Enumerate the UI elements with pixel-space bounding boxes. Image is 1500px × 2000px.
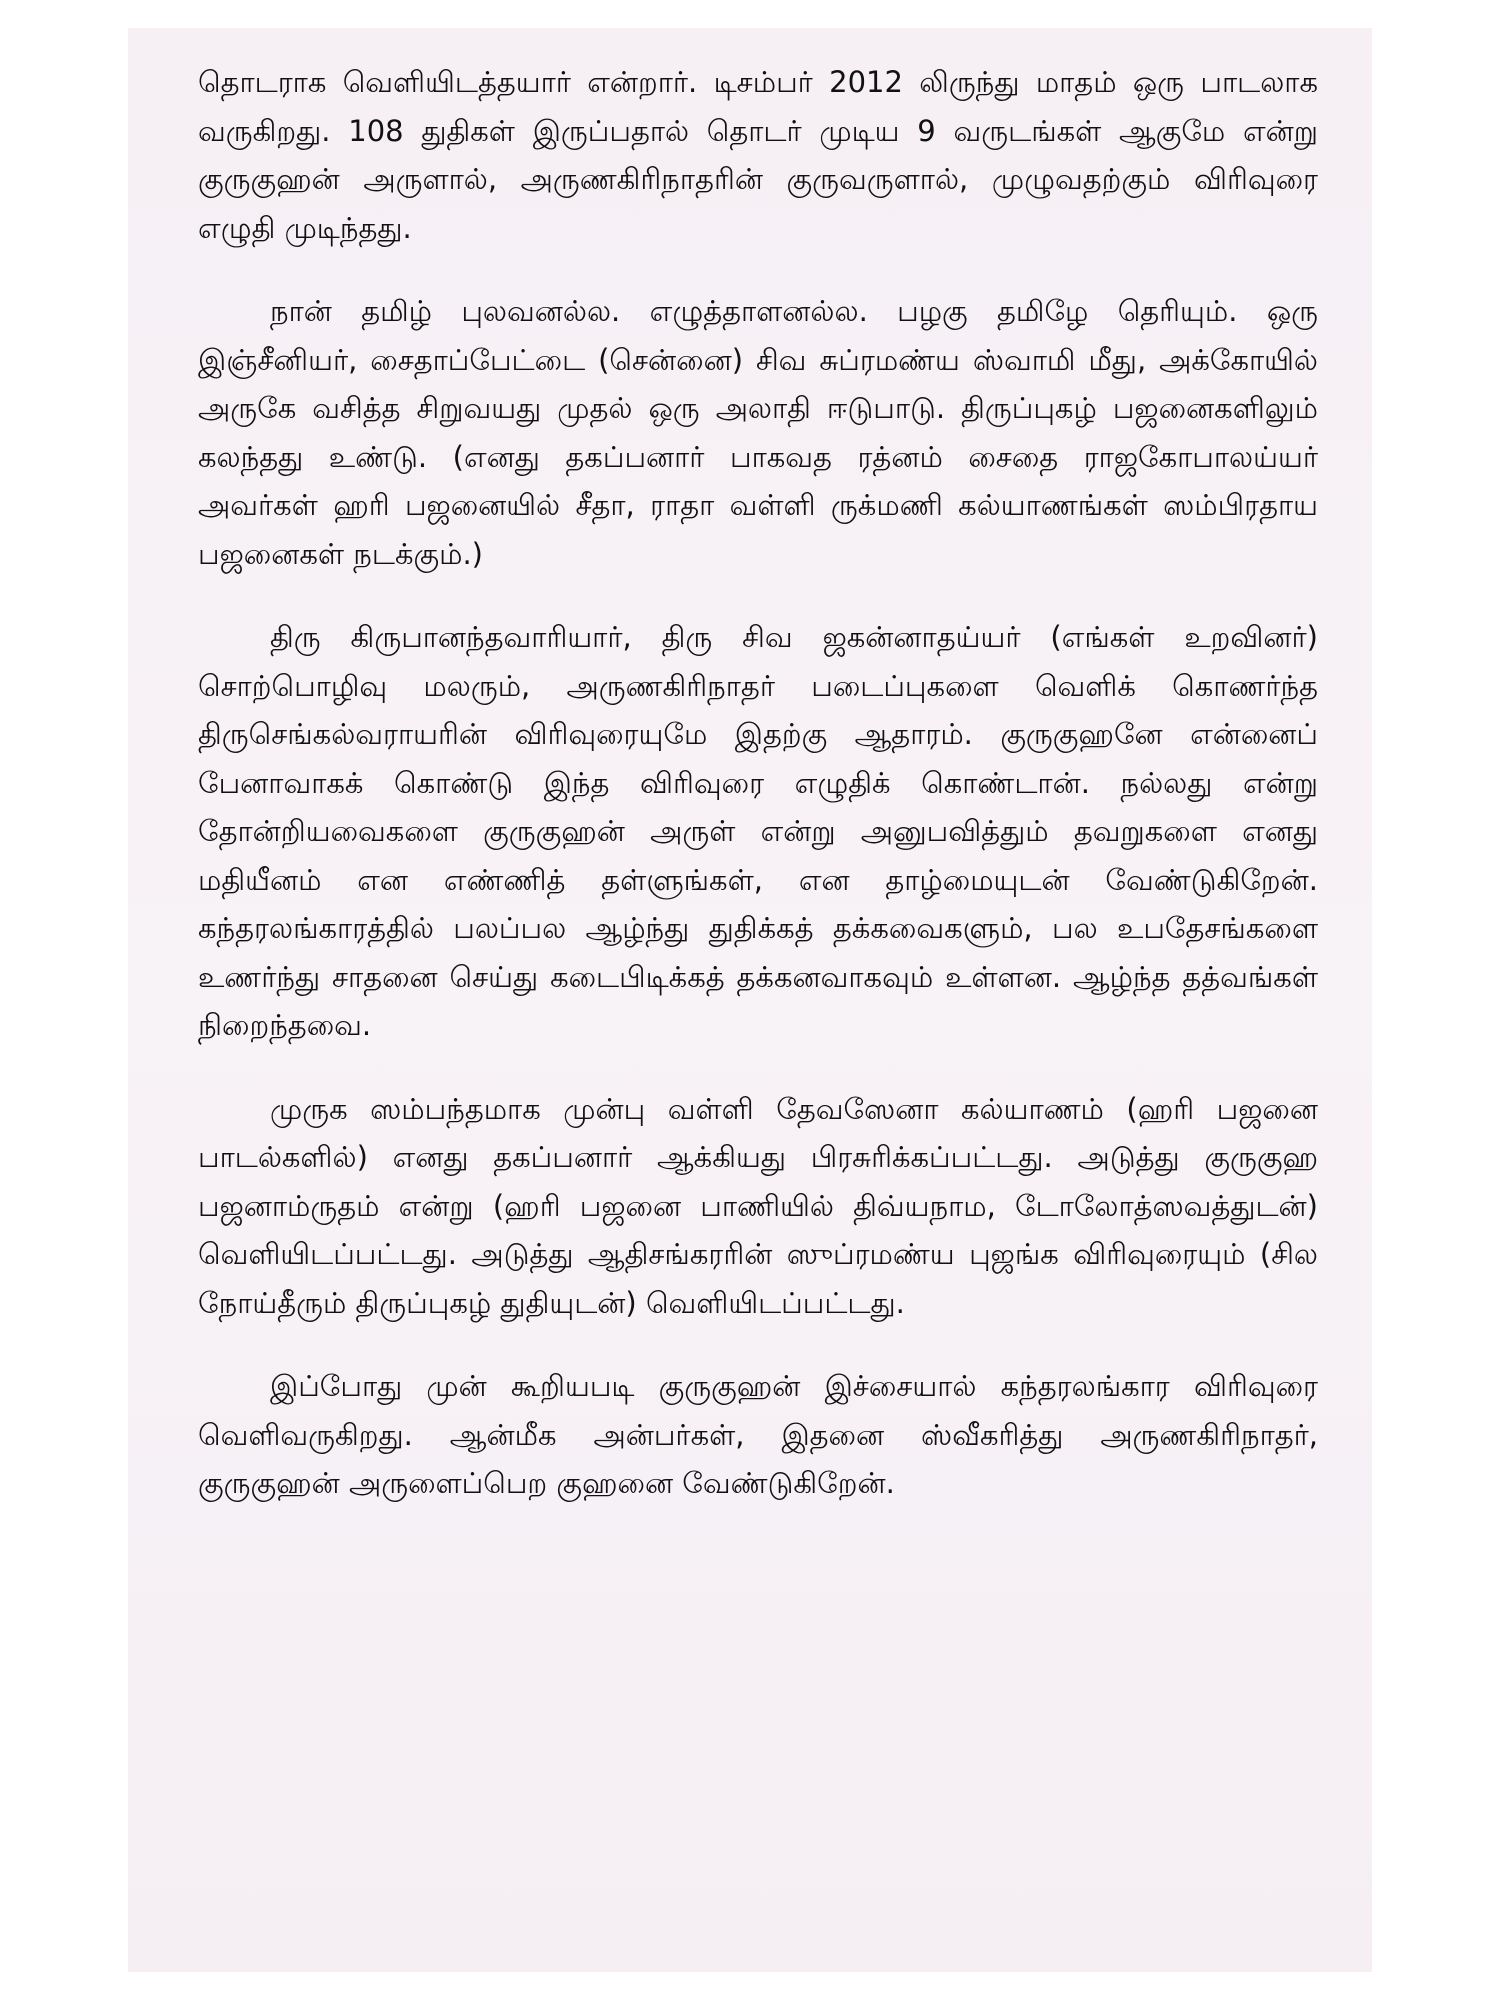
paragraph-1: தொடராக வெளியிடத்தயார் என்றார். டிசம்பர் 2012 லிருந்து மாதம் ஒரு பாடலாக வருகிறது. 108 துதிகள் இருப்பதால் தொடர் முடிய 9 வருடங்கள் ஆகுமே என்று குருகுஹன் அருளால், அருணகிரிநாதரின் குருவருளால், முழுவதற்கும் விரிவுரை எழுதி முடிந்தது. [198, 65, 1318, 245]
paragraph-2: நான் தமிழ் புலவனல்ல. எழுத்தாளனல்ல. பழகு தமிழே தெரியும். ஒரு இஞ்சீனியர், சைதாப்பேட்டை (சென்னை) சிவ சுப்ரமண்ய ஸ்வாமி மீது, அக்கோயில் அருகே வசித்த சிறுவயது முதல் ஒரு அலாதி ஈடுபாடு. திருப்புகழ் பஜனைகளிலும் கலந்தது உண்டு. (எனது தகப்பனார் பாகவத ரத்னம் சைதை ராஜகோபாலய்யர் அவர்கள் ஹரி பஜனையில் சீதா, ராதா வள்ளி ருக்மணி கல்யாணங்கள் ஸம்பிரதாய பஜனைகள் நடக்கும்.) [198, 294, 1318, 571]
document-page [128, 28, 1372, 1972]
body-text [198, 58, 1318, 1543]
paragraph-5: இப்போது முன் கூறியபடி குருகுஹன் இச்சையால் கந்தரலங்கார விரிவுரை வெளிவருகிறது. ஆன்மீக அன்பர்கள், இதனை ஸ்வீகரித்து அருணகிரிநாதர், குருகுஹன் அருளைப்பெற குஹனை வேண்டுகிறேன். [198, 1369, 1318, 1500]
paragraph-3: திரு கிருபானந்தவாரியார், திரு சிவ ஜகன்னாதய்யர் (எங்கள் உறவினர்) சொற்பொழிவு மலரும், அருணகிரிநாதர் படைப்புகளை வெளிக் கொணர்ந்த திருசெங்கல்வராயரின் விரிவுரையுமே இதற்கு ஆதாரம். குருகுஹனே என்னைப் பேனாவாகக் கொண்டு இந்த விரிவுரை எழுதிக் கொண்டான். நல்லது என்று தோன்றியவைகளை குருகுஹன் அருள் என்று அனுபவித்தும் தவறுகளை எனது மதியீனம் என எண்ணித் தள்ளுங்கள், என தாழ்மையுடன் வேண்டுகிறேன். கந்தரலங்காரத்தில் பலப்பல ஆழ்ந்து துதிக்கத் தக்கவைகளும், பல உபதேசங்களை உணர்ந்து சாதனை செய்து கடைபிடிக்கத் தக்கனவாகவும் உள்ளன. ஆழ்ந்த தத்வங்கள் நிறைந்தவை. [198, 620, 1318, 1042]
corner-mark [1348, 38, 1360, 50]
paragraph-4: முருக ஸம்பந்தமாக முன்பு வள்ளி தேவஸேனா கல்யாணம் (ஹரி பஜனை பாடல்களில்) எனது தகப்பனார் ஆக்கியது பிரசுரிக்கப்பட்டது. அடுத்து குருகுஹ பஜனாம்ருதம் என்று (ஹரி பஜனை பாணியில் திவ்யநாம, டோலோத்ஸவத்துடன்) வெளியிடப்பட்டது. அடுத்து ஆதிசங்கரரின் ஸுப்ரமண்ய புஜங்க விரிவுரையும் (சில நோய்தீரும் திருப்புகழ் துதியுடன்) வெளியிடப்பட்டது. [198, 1091, 1318, 1320]
